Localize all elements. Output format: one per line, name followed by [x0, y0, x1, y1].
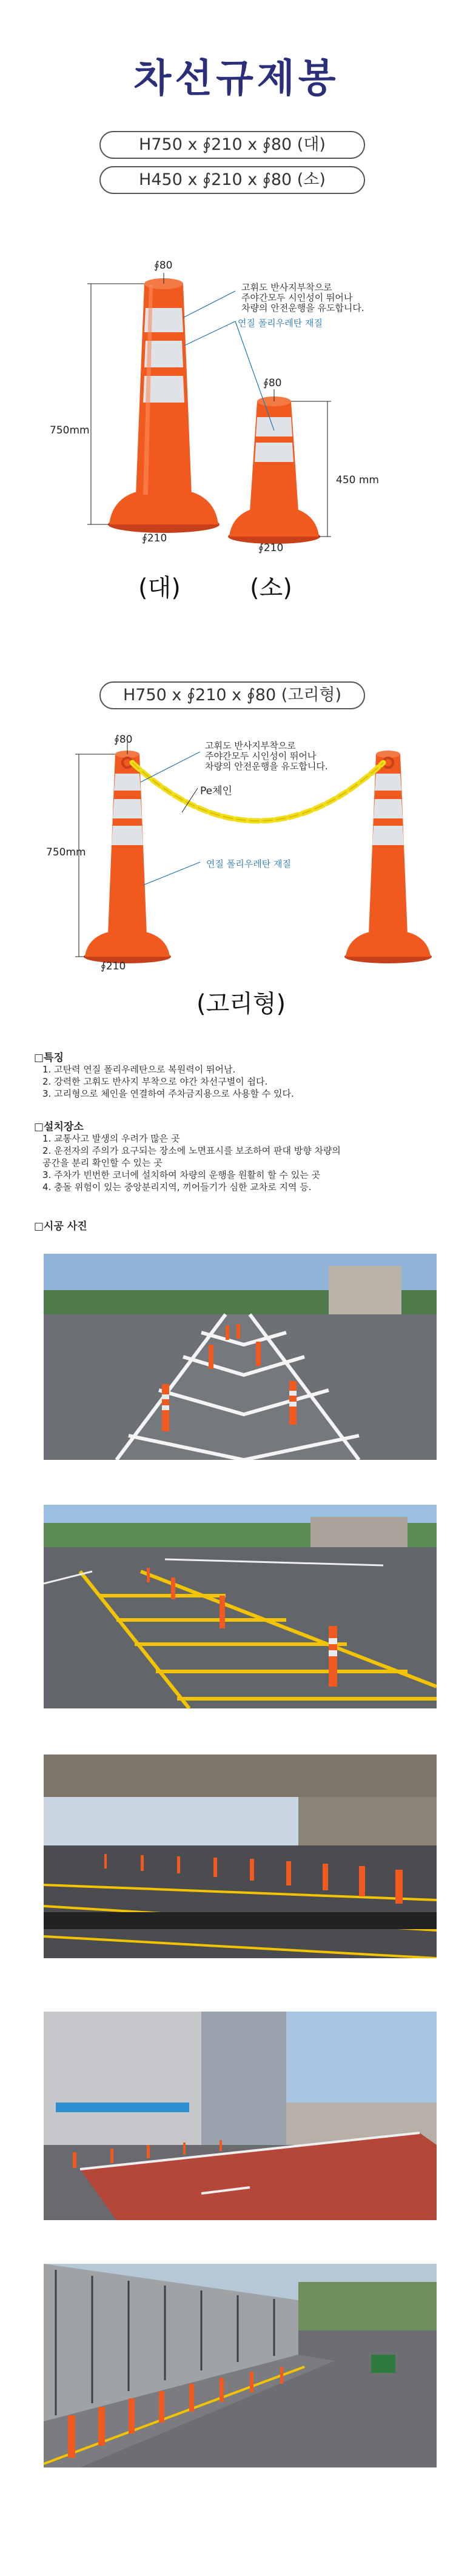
- ring-type-label: (고리형): [196, 990, 286, 1018]
- ring-material-note: 연질 폴리우레탄 재질: [206, 858, 291, 869]
- large-label: (대): [138, 574, 181, 602]
- ring-reflector-note: 고휘도 반사지부착으로 주야간모두 시인성이 뛰어나 차량의 안전운행을 유도합니다.: [205, 740, 328, 772]
- install-photo-4: [44, 2012, 437, 2220]
- list-item: 1. 교통사고 발생의 우려가 많은 곳: [42, 1133, 180, 1144]
- top-diameter-large: ∮80: [154, 259, 173, 272]
- list-item: 4. 충돌 위험이 있는 중앙분리지역, 끼어들기가 심한 교차로 지역 등.: [42, 1182, 312, 1193]
- material-note: 연질 폴리우레탄 재질: [238, 318, 323, 329]
- list-item: 2. 운전자의 주의가 요구되는 장소에 노면표시를 보조하여 판대 방향 차량의: [42, 1145, 341, 1156]
- list-item: 1. 고탄력 연질 폴리우레탄으로 복원력이 뛰어남.: [42, 1064, 236, 1075]
- spec-small-pill: H450 x ∮210 x ∮80 (소): [99, 166, 365, 194]
- locations-heading: □설치장소: [34, 1121, 84, 1133]
- height-large-label: 750mm: [50, 424, 90, 437]
- base-diameter-large: ∮210: [142, 532, 167, 544]
- list-item: 2. 강력한 고휘도 반사지 부착으로 야간 차선구별이 쉽다.: [42, 1076, 268, 1087]
- install-photo-3: [44, 1755, 437, 1958]
- features-list: [42, 1063, 294, 1100]
- base-diameter-small: ∮210: [258, 542, 284, 554]
- photos-heading: □시공 사진: [34, 1220, 87, 1233]
- list-item: 3. 주차가 빈번한 코너에 설치하여 차량의 운행을 원활히 할 수 있는 곳: [42, 1169, 320, 1180]
- ring-height-label: 750mm: [46, 846, 86, 858]
- install-photo-2: [44, 1505, 437, 1708]
- chain-label: Pe체인: [200, 785, 232, 797]
- small-post-illustration: [228, 396, 320, 544]
- list-item: 3. 고리형으로 체인을 연결하여 주차금지용으로 사용할 수 있다.: [42, 1088, 294, 1099]
- height-small-label: 450 mm: [336, 474, 379, 486]
- post-diagram-large-small: [0, 255, 473, 570]
- install-photo-5: [44, 2264, 437, 2467]
- spec-large-pill: H750 x ∮210 x ∮80 (대): [99, 131, 365, 159]
- list-item: 공간을 분리 확인할 수 있는 곳: [42, 1157, 163, 1168]
- features-heading: □특징: [34, 1052, 64, 1064]
- ring-top-diameter: ∮80: [114, 734, 133, 746]
- locations-list: [42, 1132, 341, 1193]
- install-photo-1: [44, 1254, 437, 1460]
- spec-ring-pill: H750 x ∮210 x ∮80 (고리형): [99, 681, 365, 709]
- ring-base-diameter: ∮210: [101, 960, 126, 972]
- page-title: 차선규제봉: [133, 56, 340, 101]
- small-label: (소): [250, 574, 292, 602]
- large-post-illustration: [108, 278, 220, 533]
- reflector-note: 고휘도 반사지부착으로 주야간모두 시인성이 뛰어나 차량의 안전운행을 유도합니다.: [241, 282, 364, 313]
- top-diameter-small: ∮80: [263, 377, 282, 389]
